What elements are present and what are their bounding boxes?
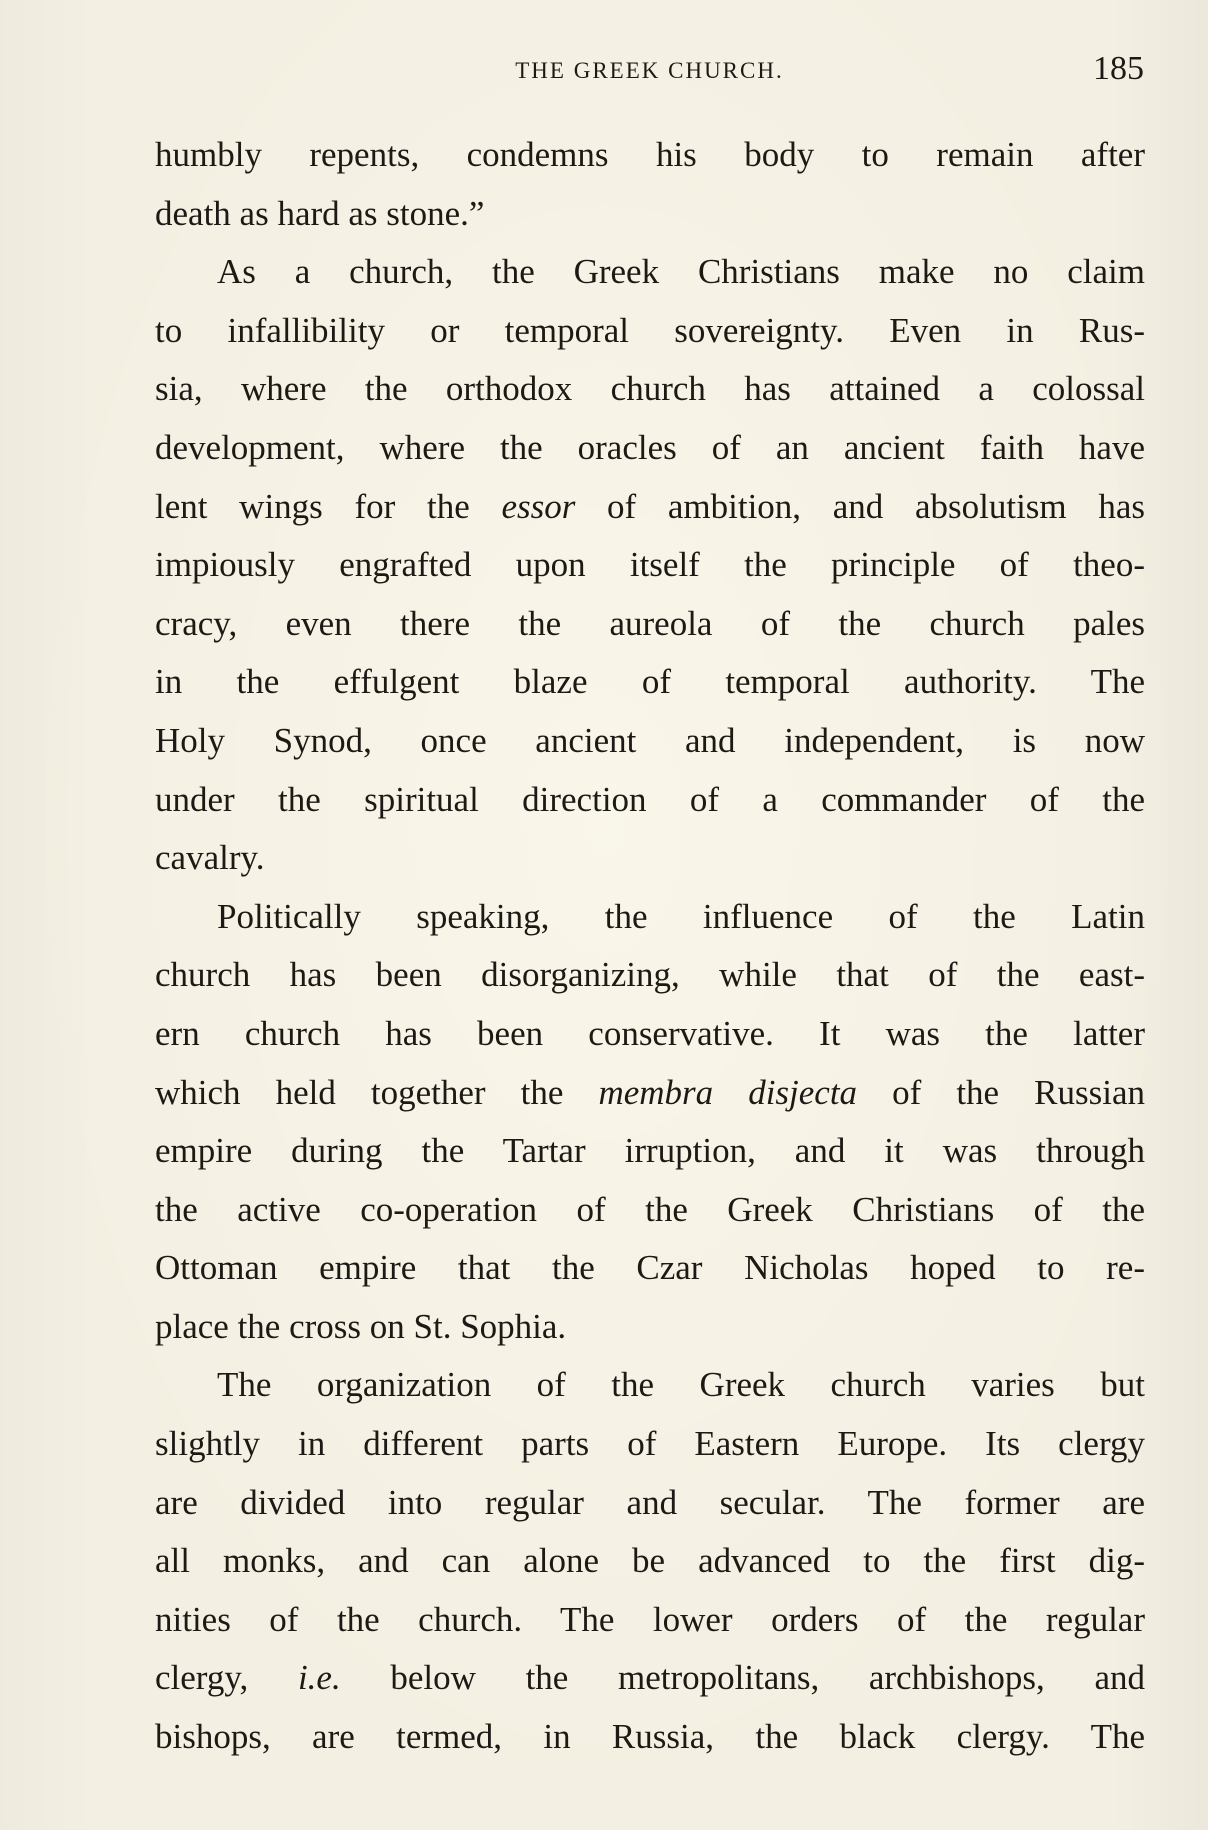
text-run: of ambition, and absolutism has [575,486,1145,526]
text-line: place the cross on St. Sophia. [155,1306,567,1346]
text-line: Holy Synod, once ancient and independent, is now [155,720,1145,760]
text-line: humbly repents, condemns his body to remain after [155,135,1145,174]
body-text [155,126,1145,1767]
text-line: the active co-operation of the Greek Christians of the [155,1189,1145,1229]
text-line: are divided into regular and secular. The former are [155,1482,1145,1522]
running-title: THE GREEK CHURCH. [515,58,784,83]
text-line: development, where the oracles of an ancient faith have [155,427,1145,467]
italic-abbreviation: i.e. [297,1658,341,1698]
text-run: below the metropolitans, archbishops, and [340,1658,1145,1698]
running-head [155,46,1144,94]
text-run: lent wings for the [155,486,502,526]
text-line: sia, where the orthodox church has attained a colossal [155,369,1145,409]
text-line: in the effulgent blaze of temporal authority. The [155,662,1145,702]
text-line: slightly in different parts of Eastern Europe. Its clergy [155,1424,1145,1464]
text-line: all monks, and can alone be advanced to the first dig- [155,1541,1145,1581]
paragraph-start-line: Politically speaking, the influence of the Latin [217,896,1145,936]
text-line: death as hard as stone.” [155,193,485,233]
text-run: clergy, [155,1658,298,1698]
text-line: nities of the church. The lower orders of the regular [155,1599,1145,1639]
text-line [155,478,1145,537]
text-line [155,1064,1145,1123]
text-run: which held together the [155,1072,599,1112]
italic-term: essor [501,486,576,526]
paragraph-start-line: As a church, the Greek Christians make no claim [217,252,1145,292]
paragraph-start-line: The organization of the Greek church varies but [217,1365,1145,1405]
text-run: of the Russian [857,1072,1145,1112]
text-line: under the spiritual direction of a commander of the [155,779,1145,819]
page-number: 185 [1093,50,1144,87]
text-line [155,1649,1145,1708]
text-line: empire during the Tartar irruption, and it was through [155,1131,1145,1171]
text-line: cracy, even there the aureola of the church pales [155,603,1145,643]
text-line: church has been disorganizing, while that of the east- [155,955,1145,995]
italic-term: membra disjecta [598,1072,858,1112]
text-line: cavalry. [155,838,265,878]
text-line: to infallibility or temporal sovereignty. Even in Rus- [155,310,1145,350]
text-line: bishops, are termed, in Russia, the black clergy. The [155,1717,1145,1757]
text-line: impiously engrafted upon itself the principle of theo- [155,545,1145,585]
text-line: Ottoman empire that the Czar Nicholas hoped to re- [155,1248,1145,1288]
text-line: ern church has been conservative. It was the latter [155,1013,1145,1053]
